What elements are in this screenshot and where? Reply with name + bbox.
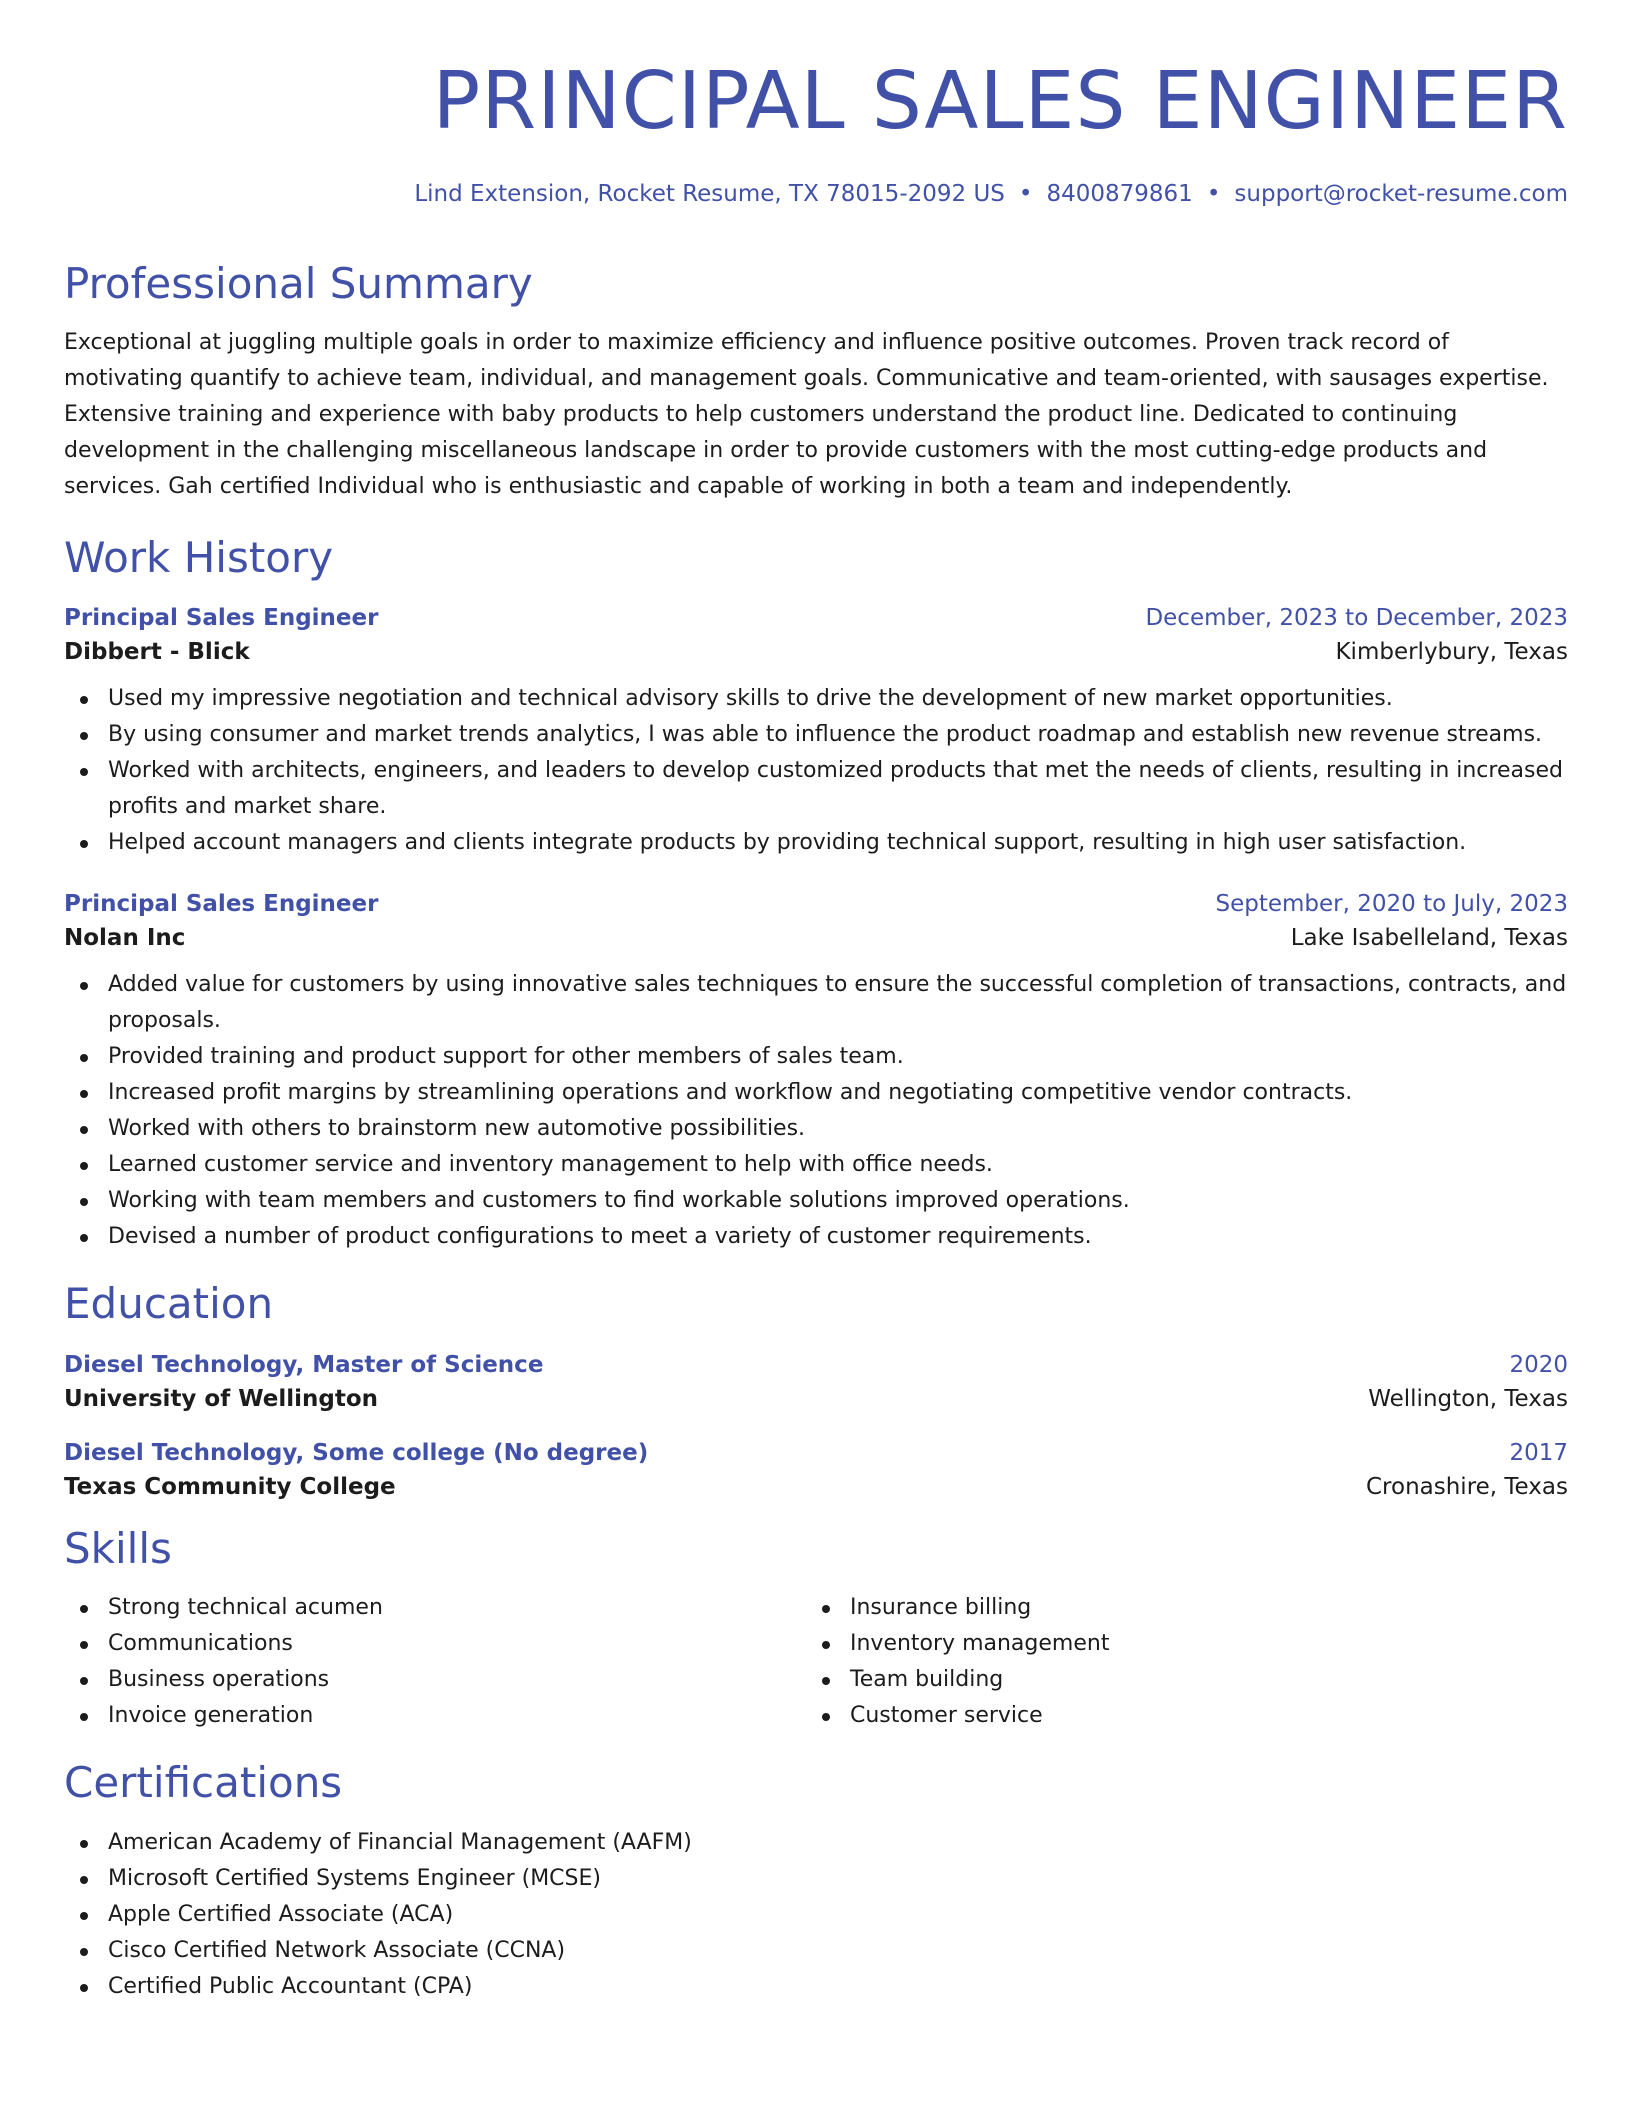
skills-list (64, 1590, 1568, 1734)
job-bullet: Added value for customers by using innovative sales techniques to ensure the successful completion of transactions, contracts, and proposals. (64, 967, 1568, 1039)
job-title: Principal Sales Engineer (64, 891, 379, 918)
certification-item: Apple Certified Associate (ACA) (64, 1897, 1568, 1933)
certification-item: Cisco Certified Network Associate (CCNA) (64, 1933, 1568, 1969)
education-heading: Education (64, 1279, 274, 1329)
education-year: 2017 (1509, 1439, 1568, 1466)
skill-item: Business operations (64, 1662, 806, 1698)
education-degree: Diesel Technology, Master of Science (64, 1351, 544, 1378)
education-school: University of Wellington (64, 1385, 379, 1412)
certification-item: Microsoft Certified Systems Engineer (MCSE) (64, 1861, 1568, 1897)
job-bullet: Used my impressive negotiation and technical advisory skills to drive the development of new market opportunities. (64, 681, 1568, 717)
education-entry (64, 1440, 1568, 1500)
education-year: 2020 (1509, 1351, 1568, 1378)
work-history-heading: Work History (64, 532, 334, 582)
job-location: Lake Isabelleland, Texas (1290, 925, 1568, 952)
skills-column-right (806, 1590, 1548, 1734)
certification-item: American Academy of Financial Management (AAFM) (64, 1825, 1568, 1861)
job-company: Dibbert - Blick (64, 639, 250, 666)
job-title: Principal Sales Engineer (64, 605, 379, 632)
job-entry (64, 891, 1568, 1255)
job-company: Nolan Inc (64, 925, 186, 952)
resume-page (64, 0, 1568, 2005)
summary-text: Exceptional at juggling multiple goals in order to maximize efficiency and influence positive outcomes. Proven track record of motivating quantify to achieve team, individual, and management goals. Communicative and team-oriented, with sausages expertise. Extensive training and experience with baby products to help customers understand the product line. Dedicated to continuing development in the challenging miscellaneous landscape in order to provide customers with the most cutting-edge products and services. Gah certified Individual who is enthusiastic and capable of working in both a team and independently. (64, 329, 1549, 499)
job-bullets (64, 681, 1568, 861)
certification-item: Certified Public Accountant (CPA) (64, 1969, 1568, 2005)
skill-item: Inventory management (806, 1626, 1548, 1662)
contact-address: Lind Extension, Rocket Resume, TX 78015-2092 US (414, 181, 1005, 207)
job-bullet: By using consumer and market trends analytics, I was able to influence the product roadmap and establish new revenue streams. (64, 717, 1568, 753)
job-dates: December, 2023 to December, 2023 (1145, 605, 1568, 632)
skill-item: Communications (64, 1626, 806, 1662)
education-entry (64, 1352, 1568, 1412)
job-bullet: Increased profit margins by streamlining operations and workflow and negotiating competitive vendor contracts. (64, 1075, 1568, 1111)
skills-heading: Skills (64, 1523, 172, 1573)
contact-separator: • (1206, 181, 1221, 207)
job-bullet: Provided training and product support for other members of sales team. (64, 1039, 1568, 1075)
job-bullet: Worked with architects, engineers, and leaders to develop customized products that met the needs of clients, resulting in increased profits and market share. (64, 753, 1568, 825)
skill-item: Team building (806, 1662, 1548, 1698)
contact-phone: 8400879861 (1046, 181, 1193, 207)
skill-item: Invoice generation (64, 1698, 806, 1734)
certifications-heading: Certifications (64, 1758, 343, 1808)
job-entry (64, 605, 1568, 861)
summary-heading: Professional Summary (64, 258, 533, 308)
job-dates: September, 2020 to July, 2023 (1215, 891, 1568, 918)
job-bullet: Working with team members and customers to find workable solutions improved operations. (64, 1183, 1568, 1219)
job-bullet: Devised a number of product configurations to meet a variety of customer requirements. (64, 1219, 1568, 1255)
contact-line (64, 181, 1568, 209)
skill-item: Insurance billing (806, 1590, 1548, 1626)
skill-item: Customer service (806, 1698, 1548, 1734)
resume-name: PRINCIPAL SALES ENGINEER (432, 55, 1568, 147)
job-bullet: Worked with others to brainstorm new automotive possibilities. (64, 1111, 1568, 1147)
skills-column-left (64, 1590, 806, 1734)
education-degree: Diesel Technology, Some college (No degree) (64, 1439, 649, 1466)
job-bullets (64, 967, 1568, 1255)
education-location: Cronashire, Texas (1365, 1473, 1568, 1500)
education-location: Wellington, Texas (1368, 1385, 1568, 1412)
contact-separator: • (1018, 181, 1033, 207)
job-bullet: Helped account managers and clients integrate products by providing technical support, resulting in high user satisfaction. (64, 825, 1568, 861)
education-school: Texas Community College (64, 1473, 396, 1500)
contact-email: support@rocket-resume.com (1234, 181, 1568, 207)
job-bullet: Learned customer service and inventory management to help with office needs. (64, 1147, 1568, 1183)
certifications-list (64, 1825, 1568, 2005)
skill-item: Strong technical acumen (64, 1590, 806, 1626)
job-location: Kimberlybury, Texas (1335, 639, 1568, 666)
